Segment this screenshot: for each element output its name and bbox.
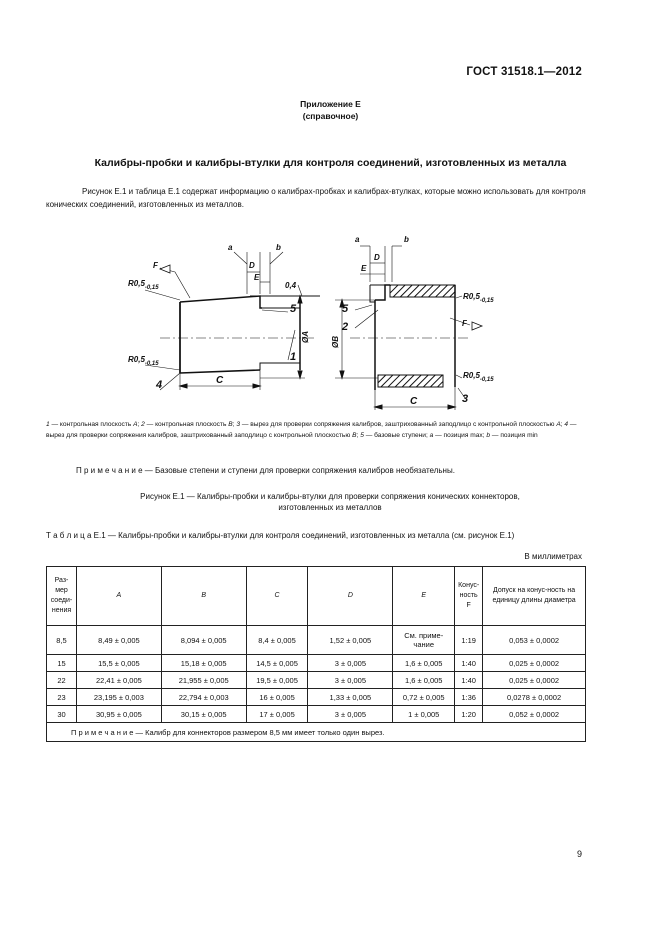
col-header: Раз-мер соеди-нения — [47, 567, 77, 626]
intro-paragraph: Рисунок Е.1 и таблица Е.1 содержат информацию о калибрах-пробках и калибрах-втулках, которые можно использовать для контроля конических соединений, изготовленных из металлов. — [46, 187, 586, 209]
table-note-row — [47, 723, 586, 742]
table-cell: 1,33 ± 0,005 — [308, 689, 393, 706]
table-cell: 0,72 ± 0,005 — [393, 689, 455, 706]
table-cell: 3 ± 0,005 — [308, 655, 393, 672]
table-cell: 21,955 ± 0,005 — [161, 672, 246, 689]
table-cell: 16 ± 0,005 — [246, 689, 308, 706]
label-d-right: D — [374, 253, 380, 262]
table-cell: 1:36 — [455, 689, 483, 706]
figure-legend: 1 — контрольная плоскость A; 2 — контрольная плоскость B; 3 — вырез для проверки сопряжения калибров, заштрихованный заподлицо с контрольной плоскостью A; 4 — вырез для проверки сопряжения калибров, заштрихованный заподлицо с контрольной плоскостью B; 5 — базовые ступени; a — позиция max; b — позиция min — [46, 421, 577, 439]
table-cell: 0,025 ± 0,0002 — [483, 655, 586, 672]
label-2-right: 2 — [342, 321, 349, 333]
table-cell: 22,794 ± 0,003 — [161, 689, 246, 706]
table-cell: 23,195 ± 0,003 — [76, 689, 161, 706]
appendix-heading — [0, 98, 661, 122]
figure-title-line1: Рисунок Е.1 — Калибры-пробки и калибры-втулки для проверки сопряжения конических коннекторов, — [140, 492, 520, 501]
table-cell: 22 — [47, 672, 77, 689]
ring-gauge-drawing — [335, 246, 482, 410]
col-header: Конус-ность F — [455, 567, 483, 626]
figure-title — [60, 491, 600, 513]
label-r1: $R0,5_{-0,15}$ — [128, 279, 159, 291]
units-label: В миллиметрах — [524, 552, 582, 561]
table-cell: 30 — [47, 706, 77, 723]
table-row — [47, 655, 586, 672]
table-cell: 23 — [47, 689, 77, 706]
table-cell: 3 ± 0,005 — [308, 706, 393, 723]
table-note: П р и м е ч а н и е — Калибр для коннекторов размером 8,5 мм имеет только один вырез. — [47, 723, 586, 742]
table-cell: 0,053 ± 0,0002 — [483, 626, 586, 655]
table-cell: 3 ± 0,005 — [308, 672, 393, 689]
table-cell: 1,6 ± 0,005 — [393, 672, 455, 689]
col-header: C — [246, 567, 308, 626]
label-r2-right: $R0,5_{-0,15}$ — [463, 371, 494, 383]
table-cell: 0,025 ± 0,0002 — [483, 672, 586, 689]
label-da: ØA — [301, 331, 310, 343]
table-title: Т а б л и ц а Е.1 — Калибры-пробки и калибры-втулки для контроля соединений, изготовленных из металла (см. рисунок Е.1) — [46, 531, 515, 540]
table-cell: 15,18 ± 0,005 — [161, 655, 246, 672]
col-header: B — [161, 567, 246, 626]
table-cell: 15 — [47, 655, 77, 672]
table-cell: 15,5 ± 0,005 — [76, 655, 161, 672]
label-b-right: b — [404, 235, 409, 244]
appendix-subtitle: (справочное) — [302, 111, 359, 121]
table-cell: 8,5 — [47, 626, 77, 655]
label-e-right: E — [361, 264, 367, 273]
label-3-right: 3 — [462, 393, 469, 405]
col-header: D — [308, 567, 393, 626]
col-header: E — [393, 567, 455, 626]
table-cell: 8,094 ± 0,005 — [161, 626, 246, 655]
plug-gauge-labels — [128, 243, 310, 391]
label-4: 4 — [156, 379, 163, 391]
table-row — [47, 706, 586, 723]
table-cell: См. приме-чание — [393, 626, 455, 655]
label-1: 1 — [290, 351, 297, 363]
table-cell: 30,95 ± 0,005 — [76, 706, 161, 723]
table-cell: 8,4 ± 0,005 — [246, 626, 308, 655]
table-row — [47, 626, 586, 655]
table-row — [47, 689, 586, 706]
table-cell: 1:40 — [455, 655, 483, 672]
table-cell: 1,6 ± 0,005 — [393, 655, 455, 672]
label-f-right: F — [462, 319, 467, 328]
gauge-figure — [120, 230, 540, 410]
table-cell: 14,5 ± 0,005 — [246, 655, 308, 672]
label-a-right: a — [355, 235, 360, 244]
table-cell: 1:40 — [455, 672, 483, 689]
label-c: C — [216, 375, 224, 386]
table-cell: 1 ± 0,005 — [393, 706, 455, 723]
label-f: F — [153, 261, 158, 270]
table-cell: 0,0278 ± 0,0002 — [483, 689, 586, 706]
label-db: ØB — [331, 336, 340, 348]
label-d: D — [249, 261, 255, 270]
table-header-row — [47, 567, 586, 626]
label-04: 0,4 — [285, 281, 297, 290]
label-a: a — [228, 243, 233, 252]
label-b: b — [276, 243, 281, 252]
appendix-title: Приложение Е — [300, 99, 361, 109]
table-cell: 1:19 — [455, 626, 483, 655]
label-r2: $R0,5_{-0,15}$ — [128, 355, 159, 367]
table-cell: 0,052 ± 0,0002 — [483, 706, 586, 723]
col-header: A — [76, 567, 161, 626]
label-5: 5 — [290, 303, 297, 315]
standard-header: ГОСТ 31518.1—2012 — [466, 66, 582, 78]
table-cell: 22,41 ± 0,005 — [76, 672, 161, 689]
table-cell: 8,49 ± 0,005 — [76, 626, 161, 655]
table-cell: 30,15 ± 0,005 — [161, 706, 246, 723]
label-c-right: C — [410, 396, 418, 407]
label-e: E — [254, 273, 260, 282]
figure-title-line2: изготовленных из металлов — [278, 503, 382, 512]
table-row — [47, 672, 586, 689]
plug-gauge-drawing — [145, 252, 320, 390]
table-cell: 1:20 — [455, 706, 483, 723]
table-cell: 19,5 ± 0,005 — [246, 672, 308, 689]
page-number: 9 — [576, 849, 582, 859]
label-r1-right: $R0,5_{-0,15}$ — [463, 292, 494, 304]
table-cell: 17 ± 0,005 — [246, 706, 308, 723]
col-header: Допуск на конус-ность на единицу длины диаметра — [483, 567, 586, 626]
table-cell: 1,52 ± 0,005 — [308, 626, 393, 655]
label-5-right: 5 — [342, 303, 349, 315]
gauge-table — [46, 566, 586, 742]
main-title: Калибры-пробки и калибры-втулки для контроля соединений, изготовленных из металла — [94, 157, 567, 169]
figure-note: П р и м е ч а н и е — Базовые степени и ступени для проверки сопряжения калибров необязательны. — [76, 466, 455, 475]
